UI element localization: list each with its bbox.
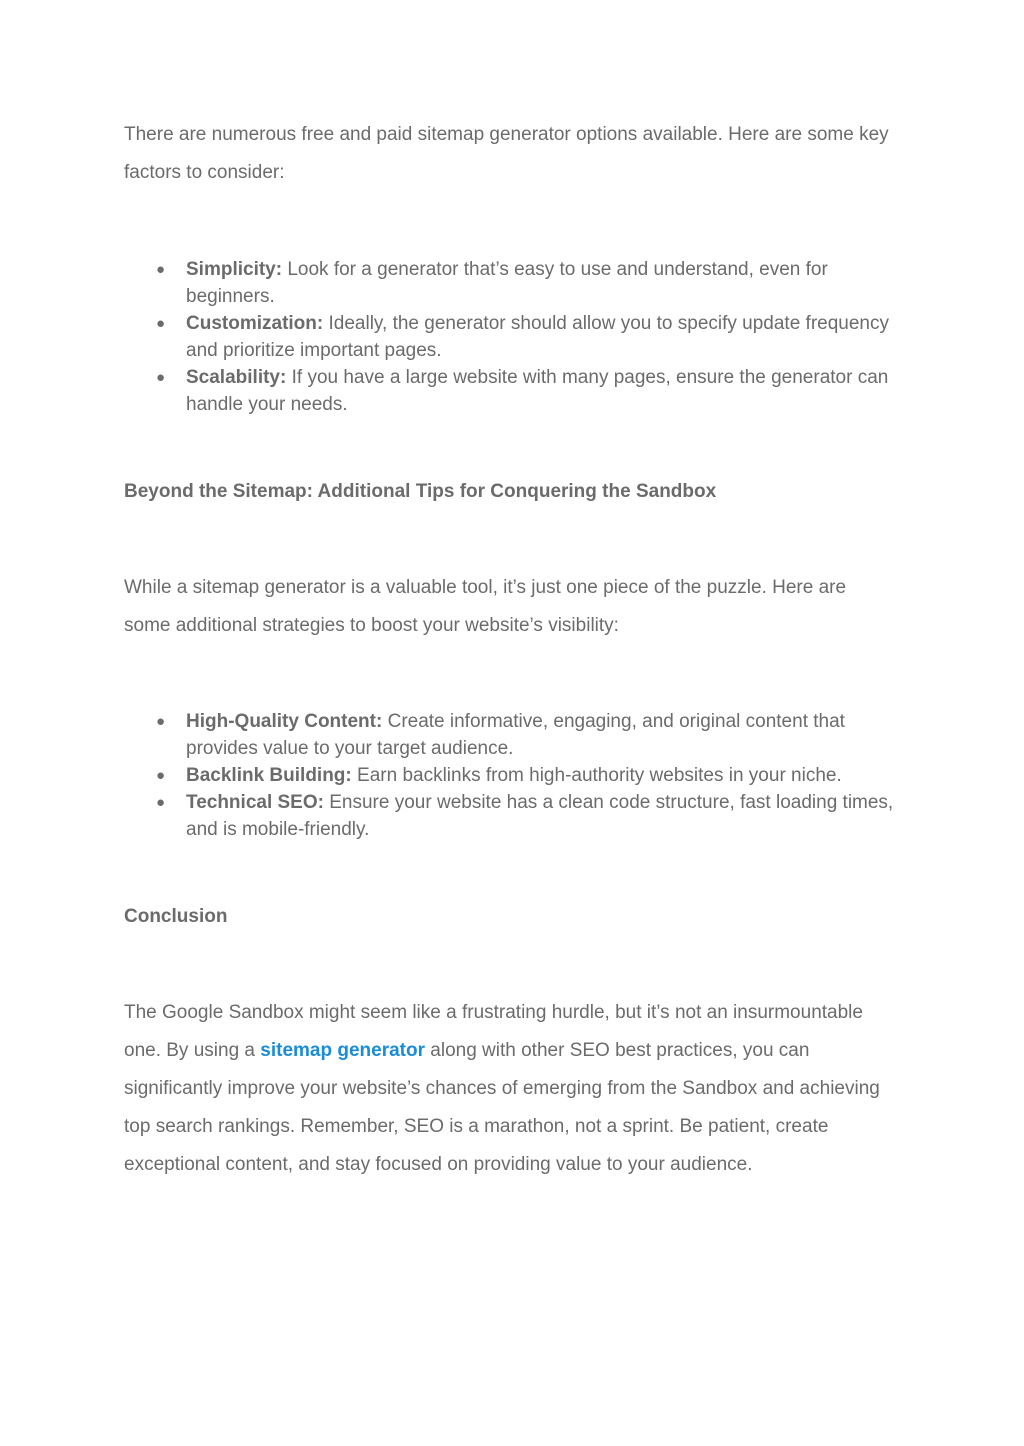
section-paragraph: While a sitemap generator is a valuable tool, it’s just one piece of the puzzle. Here are some additional strategies to boost your website’s visibility:	[124, 577, 847, 636]
section-heading: Beyond the Sitemap: Additional Tips for Conquering the Sandbox	[124, 481, 717, 502]
list-item-term: Scalability:	[186, 367, 287, 388]
list-item-term: Simplicity:	[186, 259, 283, 280]
bullet-icon: ●	[156, 767, 166, 784]
list-item-term: High-Quality Content:	[186, 711, 383, 732]
list-item-desc: Ensure your website has a clean code structure, fast loading times, and is mobile-friendly.	[186, 792, 894, 840]
list-item	[124, 364, 894, 418]
intro-paragraph: There are numerous free and paid sitemap generator options available. Here are some key factors to consider:	[124, 124, 889, 183]
list-item-term: Technical SEO:	[186, 792, 324, 813]
list-item	[124, 789, 894, 843]
list-item-term: Customization:	[186, 313, 324, 334]
bullet-icon: ●	[156, 315, 166, 332]
sitemap-generator-link[interactable]: sitemap generator	[260, 1040, 425, 1061]
list-item-desc: Earn backlinks from high-authority websites in your niche.	[351, 765, 842, 786]
list-item	[124, 762, 894, 789]
list-item-desc: Look for a generator that’s easy to use and understand, even for beginners.	[186, 259, 828, 307]
list-item-desc: Ideally, the generator should allow you to specify update frequency and prioritize important pages.	[186, 313, 889, 361]
conclusion-paragraph	[124, 994, 894, 1184]
list-item	[124, 310, 894, 364]
list-item-term: Backlink Building:	[186, 765, 352, 786]
strategies-list	[124, 708, 894, 843]
bullet-icon: ●	[156, 713, 166, 730]
list-item	[124, 708, 894, 762]
list-item-desc: Create informative, engaging, and original content that provides value to your target audience.	[186, 711, 845, 759]
conclusion-heading: Conclusion	[124, 906, 228, 927]
factors-list	[124, 256, 894, 418]
bullet-icon: ●	[156, 369, 166, 386]
list-item	[124, 256, 894, 310]
bullet-icon: ●	[156, 261, 166, 278]
conclusion-text-after: along with other SEO best practices, you can significantly improve your website’s chances of emerging from the Sandbox and achieving top search rankings. Remember, SEO is a marathon, not a sprint. Be patient, create exceptional content, and stay focused on providing value to your audience.	[124, 1040, 880, 1175]
list-item-desc: If you have a large website with many pages, ensure the generator can handle your needs.	[186, 367, 889, 415]
conclusion-text-before: The Google Sandbox might seem like a frustrating hurdle, but it’s not an insurmountable one. By using a	[124, 1002, 863, 1061]
bullet-icon: ●	[156, 794, 166, 811]
